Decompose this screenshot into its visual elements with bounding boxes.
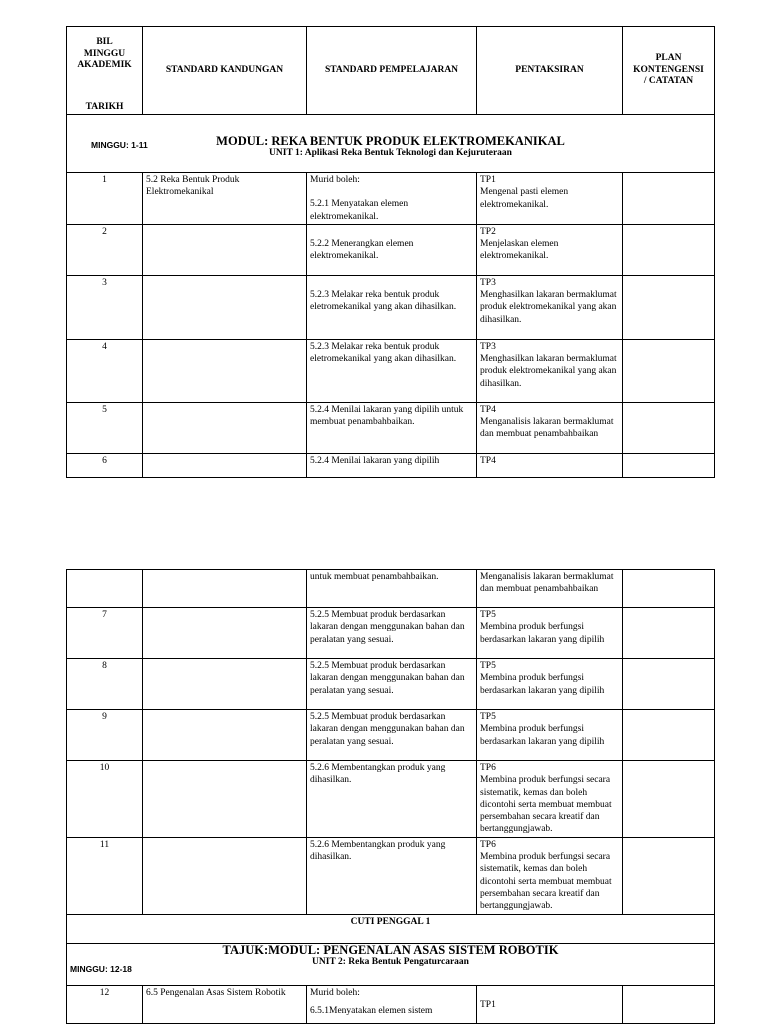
week-number: 5 — [67, 402, 143, 453]
pt-line: Membina produk berfungsi berdasarkan lakaran yang dipilih — [480, 622, 605, 645]
standard-kandungan-cell — [143, 339, 307, 402]
sp-line: 5.2.1 Menyatakan elemen elektromekanikal. — [310, 199, 409, 222]
week-number: 7 — [67, 608, 143, 659]
rpt-table-page2 — [66, 569, 715, 1024]
week-number: 6 — [67, 453, 143, 477]
pt-line: Menghasilkan lakaran bermaklumat produk elektromekanikal yang akan dihasilkan. — [480, 354, 617, 389]
week-number: 11 — [67, 837, 143, 914]
pt-line: Menganalisis lakaran bermaklumat dan membuat penambahbaikan — [480, 417, 614, 440]
header-bil-minggu — [67, 27, 143, 115]
cuti-penggal: CUTI PENGGAL 1 — [67, 914, 715, 943]
pt-line: Mengenal pasti elemen elektromekanikal. — [480, 187, 569, 210]
plan-cell — [623, 710, 715, 761]
pt-line: TP4 — [480, 404, 496, 415]
table-row — [67, 453, 715, 477]
pentaksiran-cell — [477, 985, 623, 1023]
plan-cell — [623, 985, 715, 1023]
header-standard-kandungan: STANDARD KANDUNGAN — [143, 27, 307, 115]
standard-kandungan-cell — [143, 402, 307, 453]
plan-cell — [623, 224, 715, 275]
module-1-minggu: MINGGU: 1-11 — [91, 140, 148, 150]
header-bil: BIL — [96, 37, 113, 47]
plan-cell — [623, 402, 715, 453]
plan-cell — [623, 659, 715, 710]
standard-kandungan-cell — [143, 659, 307, 710]
sp-line — [310, 186, 473, 198]
header-catatan: / CATATAN — [643, 76, 694, 87]
pt-line: Membina produk berfungsi berdasarkan lakaran yang dipilih — [480, 724, 605, 747]
standard-pembelajaran-cell — [307, 710, 477, 761]
table-row — [67, 275, 715, 339]
header-akademik: AKADEMIK — [77, 60, 132, 70]
module-1-title: MODUL: REKA BENTUK PRODUK ELEKTROMEKANIKAL — [216, 134, 565, 148]
week-number: 12 — [67, 985, 143, 1023]
pt-line: TP2 — [480, 226, 496, 237]
plan-cell — [623, 761, 715, 838]
pt-line: TP4 — [480, 455, 496, 466]
plan-cell — [623, 275, 715, 339]
standard-kandungan-cell — [143, 837, 307, 914]
standard-pembelajaran-cell — [307, 608, 477, 659]
table-row — [67, 837, 715, 914]
standard-kandungan-cell — [143, 275, 307, 339]
header-minggu: MINGGU — [83, 48, 126, 59]
pt-line: TP3 — [480, 277, 496, 288]
week-number: 4 — [67, 339, 143, 402]
sp-line: 6.5.1Menyatakan elemen sistem — [310, 1005, 433, 1016]
plan-cell — [623, 173, 715, 225]
header-standard-pembelajaran: STANDARD PEMPELAJARAN — [307, 27, 477, 115]
module-1-unit: UNIT 1: Aplikasi Reka Bentuk Teknologi dan Kejuruteraan — [269, 148, 512, 159]
table-row — [67, 608, 715, 659]
header-row — [67, 27, 715, 115]
table-row — [67, 402, 715, 453]
plan-cell — [623, 453, 715, 477]
table-row — [67, 339, 715, 402]
pt-line: TP5 — [480, 661, 496, 671]
standard-pembelajaran-cell — [307, 339, 477, 402]
pt-line: Membina produk berfungsi secara sistematik, kemas dan boleh dicontohi serta membuat membuat persembahan secara kreatif dan bertanggungjawab. — [480, 852, 612, 912]
sp-line: Murid boleh: — [310, 175, 360, 185]
pentaksiran-cell — [477, 173, 623, 225]
pt-line: Membina produk berfungsi secara sistematik, kemas dan boleh dicontohi serta membuat membuat persembahan secara kreatif dan bertanggungjawab. — [480, 775, 612, 835]
standard-pembelajaran-cell — [307, 570, 477, 608]
week-number: 10 — [67, 761, 143, 838]
module-2-unit: UNIT 2: Reka Bentuk Pengaturcaraan — [312, 956, 469, 967]
sp-line: 5.2.4 Menilai lakaran yang dipilih — [310, 455, 440, 466]
plan-cell — [623, 570, 715, 608]
table2-body — [67, 570, 715, 915]
header-tarikh: TARIKH — [85, 101, 124, 112]
rpt-table-page1 — [66, 26, 715, 478]
header-kontengensi: KONTENGENSI — [633, 64, 704, 75]
pt-line: TP5 — [480, 610, 496, 620]
pt-line: TP6 — [480, 839, 496, 850]
sp-line: 5.2.5 Membuat produk berdasarkan lakaran dengan menggunakan bahan dan peralatan yang sesuai. — [310, 610, 465, 645]
module-2-cell — [67, 943, 715, 985]
pentaksiran-cell — [477, 761, 623, 838]
pentaksiran-cell — [477, 837, 623, 914]
pentaksiran-cell — [477, 275, 623, 339]
standard-pembelajaran-cell — [307, 275, 477, 339]
standard-pembelajaran-cell — [307, 985, 477, 1023]
standard-pembelajaran-cell — [307, 224, 477, 275]
pentaksiran-cell — [477, 659, 623, 710]
sp-line: untuk membuat penambahbaikan. — [310, 572, 439, 582]
pt-gap — [480, 987, 619, 999]
table-row — [67, 659, 715, 710]
standard-kandungan-cell: 5.2 Reka Bentuk Produk Elektromekanikal — [143, 173, 307, 225]
pt-line: Menganalisis lakaran bermaklumat dan membuat penambahbaikan — [480, 572, 614, 595]
standard-kandungan-cell — [143, 608, 307, 659]
header-plan-kontengensi — [623, 27, 715, 115]
week-number: 3 — [67, 275, 143, 339]
sp-line: 5.2.4 Menilai lakaran yang dipilih untuk membuat penambahbaikan. — [310, 404, 464, 428]
sp-line: 5.2.5 Membuat produk berdasarkan lakaran dengan menggunakan bahan dan peralatan yang sesuai. — [310, 661, 465, 696]
pt-line: Menjelaskan elemen elektromekanikal. — [480, 239, 559, 262]
pt-line: TP6 — [480, 763, 496, 773]
pentaksiran-cell — [477, 710, 623, 761]
table-row — [67, 761, 715, 838]
sp-line: Murid boleh: — [310, 987, 360, 998]
pentaksiran-cell — [477, 570, 623, 608]
cuti-row — [67, 914, 715, 943]
table1-body — [67, 173, 715, 478]
standard-kandungan-cell — [143, 710, 307, 761]
standard-kandungan-cell — [143, 453, 307, 477]
pt-line: Membina produk berfungsi berdasarkan lakaran yang dipilih — [480, 673, 605, 696]
table-row — [67, 985, 715, 1023]
module-row — [67, 115, 715, 173]
table-row — [67, 224, 715, 275]
standard-kandungan-cell — [143, 570, 307, 608]
standard-kandungan-cell — [143, 224, 307, 275]
pentaksiran-cell — [477, 402, 623, 453]
standard-pembelajaran-cell — [307, 402, 477, 453]
standard-pembelajaran-cell — [307, 761, 477, 838]
pentaksiran-cell — [477, 453, 623, 477]
table-row — [67, 570, 715, 608]
plan-cell — [623, 608, 715, 659]
sp-line — [310, 277, 473, 289]
standard-pembelajaran-cell — [307, 837, 477, 914]
week-number: 8 — [67, 659, 143, 710]
module-2-minggu: MINGGU: 12-18 — [70, 963, 132, 974]
header-pentaksiran: PENTAKSIRAN — [477, 27, 623, 115]
sp-line: 5.2.6 Membentangkan produk yang dihasilkan. — [310, 839, 446, 863]
standard-kandungan-cell: 6.5 Pengenalan Asas Sistem Robotik — [143, 985, 307, 1023]
table-row — [67, 173, 715, 225]
week-number: 9 — [67, 710, 143, 761]
pt-line: TP3 — [480, 341, 496, 352]
standard-kandungan-cell — [143, 761, 307, 838]
pt-line: TP1 — [480, 175, 496, 185]
pt-line: Menghasilkan lakaran bermaklumat produk elektromekanikal yang akan dihasilkan. — [480, 290, 617, 325]
plan-cell — [623, 837, 715, 914]
sp-line: 5.2.3 Melakar reka bentuk produk eletromekanikal yang akan dihasilkan. — [310, 341, 457, 365]
sp-line: 5.2.3 Melakar reka bentuk produk eletromekanikal yang akan dihasilkan. — [310, 289, 457, 313]
plan-cell — [623, 339, 715, 402]
module-row — [67, 943, 715, 985]
week-number: 1 — [67, 173, 143, 225]
sp-line — [310, 226, 473, 238]
week-number — [67, 570, 143, 608]
pt-line: TP1 — [480, 999, 496, 1010]
standard-pembelajaran-cell — [307, 659, 477, 710]
module-1-cell — [67, 115, 715, 173]
standard-pembelajaran-cell — [307, 453, 477, 477]
pt-line: TP5 — [480, 712, 496, 722]
sp-line: 5.2.5 Membuat produk berdasarkan lakaran dengan menggunakan bahan dan peralatan yang sesuai. — [310, 712, 465, 747]
module-2-title: TAJUK:MODUL: PENGENALAN ASAS SISTEM ROBOTIK — [222, 943, 559, 957]
table-row — [67, 710, 715, 761]
sp-line: 5.2.6 Membentangkan produk yang dihasilkan. — [310, 763, 446, 786]
header-plan: PLAN — [655, 53, 682, 64]
standard-pembelajaran-cell — [307, 173, 477, 225]
pentaksiran-cell — [477, 339, 623, 402]
week-number: 2 — [67, 224, 143, 275]
sp-line: 5.2.2 Menerangkan elemen elektromekanikal. — [310, 238, 414, 262]
pentaksiran-cell — [477, 224, 623, 275]
pentaksiran-cell — [477, 608, 623, 659]
